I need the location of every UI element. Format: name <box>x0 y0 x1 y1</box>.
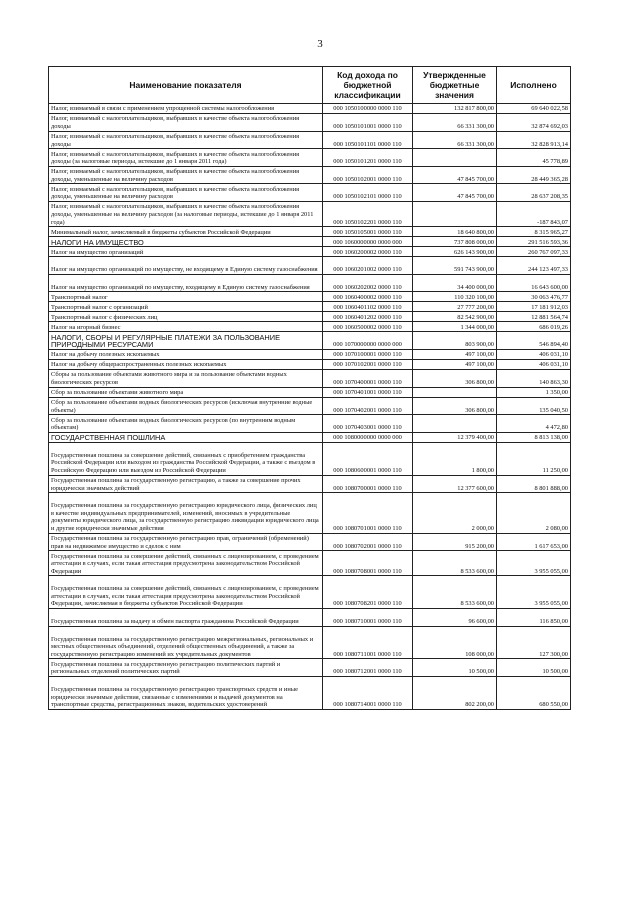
row-name: Налог, взимаемый с налогоплательщиков, выбравших в качестве объекта налогообложения доходы <box>49 131 323 149</box>
row-name: Государственная пошлина за выдачу и обмен паспорта гражданина Российской Федерации <box>49 609 323 627</box>
row-name: Налог на имущество организаций по имуществу, не входящему в Единую систему газоснабжения <box>49 257 323 275</box>
table-row <box>49 302 571 312</box>
row-code: 000 1070402001 0000 110 <box>323 397 413 415</box>
table-row <box>49 533 571 551</box>
row-code: 000 1080712001 0000 110 <box>323 659 413 677</box>
row-approved: 110 320 100,00 <box>413 292 497 302</box>
row-name: Налог, взимаемый с налогоплательщиков, выбравших в качестве объекта налогообложения доходы, уменьшенные на величину расходов <box>49 166 323 184</box>
table-row <box>49 166 571 184</box>
row-executed: 116 850,00 <box>497 609 571 627</box>
row-approved: 8 533 600,00 <box>413 576 497 609</box>
row-approved: 8 533 600,00 <box>413 551 497 576</box>
table-row <box>49 247 571 257</box>
row-executed: 291 516 593,36 <box>497 237 571 247</box>
row-approved: 27 777 200,00 <box>413 302 497 312</box>
table-row <box>49 626 571 659</box>
row-name: Сбор за пользование объектами водных биологических ресурсов (по внутренним водным объектам) <box>49 415 323 433</box>
row-code: 000 1080710001 0000 110 <box>323 609 413 627</box>
table-row <box>49 149 571 167</box>
row-executed: 4 472,80 <box>497 415 571 433</box>
row-executed: 45 778,89 <box>497 149 571 167</box>
row-code: 000 1050100000 0000 110 <box>323 104 413 114</box>
row-code: 000 1050101101 0000 110 <box>323 131 413 149</box>
row-approved: 18 640 800,00 <box>413 227 497 237</box>
row-name: Транспортный налог с организаций <box>49 302 323 312</box>
header-approved: Утвержденные бюджетные значения <box>413 67 497 104</box>
table-row <box>49 312 571 322</box>
row-code: 000 1080701001 0000 110 <box>323 493 413 533</box>
row-approved: 12 377 600,00 <box>413 475 497 493</box>
row-approved: 82 542 900,00 <box>413 312 497 322</box>
row-approved: 66 331 300,00 <box>413 114 497 132</box>
table-row <box>49 349 571 359</box>
row-approved: 802 200,00 <box>413 677 497 710</box>
row-code: 000 1070102001 0000 110 <box>323 359 413 369</box>
row-executed: 17 181 912,03 <box>497 302 571 312</box>
header-code: Код дохода по бюджетной классификации <box>323 67 413 104</box>
row-executed: 680 550,00 <box>497 677 571 710</box>
row-executed: 1 350,00 <box>497 387 571 397</box>
row-name: Налог, взимаемый с налогоплательщиков, выбравших в качестве объекта налогообложения доходы <box>49 114 323 132</box>
row-approved: 915 200,00 <box>413 533 497 551</box>
table-row <box>49 131 571 149</box>
header-executed: Исполнено <box>497 67 571 104</box>
table-row <box>49 322 571 332</box>
row-executed: 135 040,50 <box>497 397 571 415</box>
row-name: Налог, взимаемый с налогоплательщиков, выбравших в качестве объекта налогообложения доходы (за налоговые периоды, истекшие до 1 января 2011 года) <box>49 149 323 167</box>
row-executed: 16 643 600,00 <box>497 274 571 292</box>
table-body <box>49 104 571 710</box>
row-name: НАЛОГИ НА ИМУЩЕСТВО <box>49 237 323 247</box>
row-approved: 803 900,00 <box>413 332 497 350</box>
table-row <box>49 475 571 493</box>
table-row <box>49 493 571 533</box>
row-name: НАЛОГИ, СБОРЫ И РЕГУЛЯРНЫЕ ПЛАТЕЖИ ЗА ПОЛЬЗОВАНИЕ ПРИРОДНЫМИ РЕСУРСАМИ <box>49 332 323 350</box>
table-row <box>49 387 571 397</box>
row-code: 000 1070403001 0000 110 <box>323 415 413 433</box>
row-name: Сбор за пользование объектами животного мира <box>49 387 323 397</box>
row-name: Государственная пошлина за государственную регистрацию, а также за совершение прочих юридически значимых действий <box>49 475 323 493</box>
row-approved: 737 808 000,00 <box>413 237 497 247</box>
row-approved: 2 000,00 <box>413 493 497 533</box>
table-row <box>49 659 571 677</box>
table-row <box>49 397 571 415</box>
row-executed: 28 449 365,28 <box>497 166 571 184</box>
row-code: 000 1050102101 0000 110 <box>323 184 413 202</box>
row-approved: 591 743 900,00 <box>413 257 497 275</box>
row-approved: 1 800,00 <box>413 442 497 475</box>
row-code: 000 1080702001 0000 110 <box>323 533 413 551</box>
row-code: 000 1070401001 0000 110 <box>323 387 413 397</box>
table-row <box>49 359 571 369</box>
row-approved: 306 800,00 <box>413 397 497 415</box>
row-approved <box>413 387 497 397</box>
row-approved: 497 100,00 <box>413 359 497 369</box>
row-approved <box>413 149 497 167</box>
table-row <box>49 227 571 237</box>
row-name: Налог, взимаемый с налогоплательщиков, выбравших в качестве объекта налогообложения доходы, уменьшенные на величину расходов (за налоговые периоды, истекшие до 1 января 2011 года) <box>49 201 323 226</box>
row-code: 000 1060201002 0000 110 <box>323 257 413 275</box>
revenue-table <box>48 66 571 710</box>
row-code: 000 1050105001 0000 110 <box>323 227 413 237</box>
row-code: 000 1080708201 0000 110 <box>323 576 413 609</box>
row-code: 000 1060401102 0000 110 <box>323 302 413 312</box>
table-row <box>49 609 571 627</box>
row-name: Государственная пошлина за государственную регистрацию транспортных средств и иные юридически значимые действия, связанные с изменениями и выдачей документов на транспортные средства, регистрационных знаков, водительских удостоверений <box>49 677 323 710</box>
table-row <box>49 184 571 202</box>
row-executed: 30 063 476,77 <box>497 292 571 302</box>
row-executed: 8 813 138,00 <box>497 432 571 442</box>
row-approved: 10 500,00 <box>413 659 497 677</box>
row-approved: 66 331 300,00 <box>413 131 497 149</box>
row-name: Налог на имущество организаций <box>49 247 323 257</box>
row-executed: -187 843,07 <box>497 201 571 226</box>
row-name: Транспортный налог <box>49 292 323 302</box>
row-approved: 34 400 000,00 <box>413 274 497 292</box>
table-row <box>49 551 571 576</box>
row-code: 000 1060200002 0000 110 <box>323 247 413 257</box>
row-executed: 686 019,26 <box>497 322 571 332</box>
table-row <box>49 257 571 275</box>
table-row <box>49 442 571 475</box>
row-name: Налог на игорный бизнес <box>49 322 323 332</box>
row-executed: 546 894,40 <box>497 332 571 350</box>
table-row <box>49 104 571 114</box>
row-approved <box>413 415 497 433</box>
row-name: Государственная пошлина за государственную регистрацию прав, ограничений (обременений) прав на недвижимое имущество и сделок с ним <box>49 533 323 551</box>
row-code: 000 1080700001 0000 110 <box>323 475 413 493</box>
row-code: 000 1060202002 0000 110 <box>323 274 413 292</box>
row-approved: 497 100,00 <box>413 349 497 359</box>
table-row <box>49 369 571 387</box>
row-name: Государственная пошлина за совершение действий, связанных с приобретением гражданства Российской Федерации или выходом из гражданства Российской Федерации, а также с въездом в Российскую Федерацию или выездом из Российской Федерации <box>49 442 323 475</box>
row-executed: 140 863,30 <box>497 369 571 387</box>
row-name: Налог на имущество организаций по имуществу, входящему в Единую систему газоснабжения <box>49 274 323 292</box>
row-code: 000 1050101201 0000 110 <box>323 149 413 167</box>
header-name: Наименование показателя <box>49 67 323 104</box>
row-code: 000 1060000000 0000 000 <box>323 237 413 247</box>
row-executed: 244 123 497,33 <box>497 257 571 275</box>
row-executed: 406 031,10 <box>497 359 571 369</box>
row-executed: 12 881 564,74 <box>497 312 571 322</box>
row-code: 000 1050102201 0000 110 <box>323 201 413 226</box>
row-name: Сборы за пользование объектами животного мира и за пользование объектами водных биологических ресурсов <box>49 369 323 387</box>
row-executed: 1 617 653,00 <box>497 533 571 551</box>
row-approved: 626 143 900,00 <box>413 247 497 257</box>
row-approved: 132 817 800,00 <box>413 104 497 114</box>
row-code: 000 1080714001 0000 110 <box>323 677 413 710</box>
row-approved: 47 845 700,00 <box>413 184 497 202</box>
row-code: 000 1080000000 0000 000 <box>323 432 413 442</box>
row-executed: 32 828 913,14 <box>497 131 571 149</box>
table-row <box>49 292 571 302</box>
row-code: 000 1070100001 0000 110 <box>323 349 413 359</box>
row-executed: 10 500,00 <box>497 659 571 677</box>
row-executed: 32 874 692,03 <box>497 114 571 132</box>
row-approved: 108 000,00 <box>413 626 497 659</box>
row-name: Государственная пошлина за государственную регистрацию юридического лица, физических лиц в качестве индивидуальных предпринимателей, изменений, вносимых в учредительные документы юридического лица, за государственную регистрацию ликвидации юридического лица и другие юридически значимые действия <box>49 493 323 533</box>
row-name: Транспортный налог с физических лиц <box>49 312 323 322</box>
row-code: 000 1070000000 0000 000 <box>323 332 413 350</box>
row-approved: 1 344 000,00 <box>413 322 497 332</box>
table-row <box>49 332 571 350</box>
row-approved <box>413 201 497 226</box>
row-code: 000 1070400001 0000 110 <box>323 369 413 387</box>
row-code: 000 1060401202 0000 110 <box>323 312 413 322</box>
row-name: Государственная пошлина за государственную регистрацию межрегиональных, региональных и местных общественных объединений, отделений общественных объединений, а также за государственную регистрацию изменений их учредительных документов <box>49 626 323 659</box>
table-row <box>49 432 571 442</box>
row-executed: 3 955 055,00 <box>497 576 571 609</box>
row-name: Государственная пошлина за совершение действий, связанных с лицензированием, с проведением аттестации в случаях, если такая аттестация предусмотрена законодательством Российской Федерации <box>49 551 323 576</box>
row-executed: 3 955 055,00 <box>497 551 571 576</box>
row-name: Налог, взимаемый с налогоплательщиков, выбравших в качестве объекта налогообложения доходы, уменьшенные на величину расходов <box>49 184 323 202</box>
row-name: Сбор за пользование объектами водных биологических ресурсов (исключая внутренние водные объекты) <box>49 397 323 415</box>
table-row <box>49 274 571 292</box>
row-approved: 96 600,00 <box>413 609 497 627</box>
row-code: 000 1060400002 0000 110 <box>323 292 413 302</box>
row-code: 000 1060500002 0000 110 <box>323 322 413 332</box>
row-executed: 11 250,00 <box>497 442 571 475</box>
row-code: 000 1050102001 0000 110 <box>323 166 413 184</box>
table-row <box>49 114 571 132</box>
row-name: Государственная пошлина за государственную регистрацию политических партий и региональных отделений политических партий <box>49 659 323 677</box>
row-executed: 8 315 965,27 <box>497 227 571 237</box>
row-executed: 69 640 022,58 <box>497 104 571 114</box>
row-code: 000 1050101001 0000 110 <box>323 114 413 132</box>
table-header-row <box>49 67 571 104</box>
row-approved: 47 845 700,00 <box>413 166 497 184</box>
row-name: Минимальный налог, зачисляемый в бюджеты субъектов Российской Федерации <box>49 227 323 237</box>
row-executed: 2 080,00 <box>497 493 571 533</box>
row-name: Государственная пошлина за совершение действий, связанных с лицензированием, с проведением аттестации в случаях, если такая аттестация предусмотрена законодательством Российской Федерации, зачисляемая в бюджеты субъектов Российской Федерации <box>49 576 323 609</box>
row-executed: 28 637 208,35 <box>497 184 571 202</box>
table-row <box>49 201 571 226</box>
row-executed: 260 767 097,33 <box>497 247 571 257</box>
row-executed: 8 801 888,00 <box>497 475 571 493</box>
row-approved: 12 379 400,00 <box>413 432 497 442</box>
row-approved: 306 800,00 <box>413 369 497 387</box>
row-executed: 406 031,10 <box>497 349 571 359</box>
table-row <box>49 576 571 609</box>
row-name: ГОСУДАРСТВЕННАЯ ПОШЛИНА <box>49 432 323 442</box>
row-code: 000 1080600001 0000 110 <box>323 442 413 475</box>
table-row <box>49 677 571 710</box>
row-code: 000 1080708001 0000 110 <box>323 551 413 576</box>
row-name: Налог на добычу общераспространенных полезных ископаемых <box>49 359 323 369</box>
row-code: 000 1080711001 0000 110 <box>323 626 413 659</box>
row-name: Налог, взимаемый в связи с применением упрощенной системы налогообложения <box>49 104 323 114</box>
table-row <box>49 237 571 247</box>
row-executed: 127 300,00 <box>497 626 571 659</box>
row-name: Налог на добычу полезных ископаемых <box>49 349 323 359</box>
table-row <box>49 415 571 433</box>
page-number: 3 <box>317 38 323 50</box>
